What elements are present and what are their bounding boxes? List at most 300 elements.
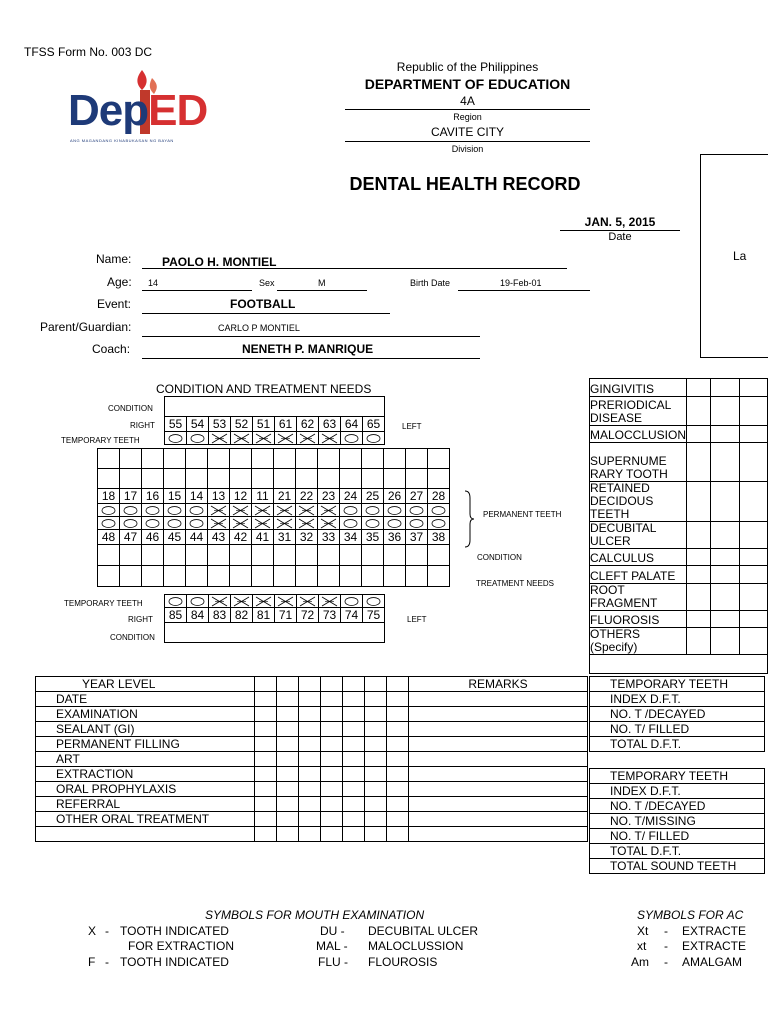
year-cell[interactable]	[277, 782, 299, 797]
condition-check-cell[interactable]	[740, 584, 768, 611]
tooth-extraction-mark[interactable]	[230, 517, 252, 530]
tooth-number-43: 43	[208, 530, 230, 545]
remarks-cell[interactable]	[409, 707, 588, 722]
year-cell[interactable]	[343, 782, 365, 797]
year-cell[interactable]	[387, 722, 409, 737]
condition-cell[interactable]	[318, 469, 340, 489]
tooth-sound-mark[interactable]	[165, 595, 187, 608]
tooth-number-65: 65	[363, 417, 385, 432]
condition-cell[interactable]	[252, 545, 274, 566]
tooth-sound-mark[interactable]	[384, 517, 406, 530]
tooth-number-82: 82	[231, 608, 253, 623]
tooth-sound-mark[interactable]	[142, 504, 164, 517]
tooth-extraction-mark[interactable]	[318, 517, 340, 530]
left-label-bottom: LEFT	[407, 615, 427, 624]
treatment-cell[interactable]	[120, 449, 142, 469]
condition-check-cell[interactable]	[711, 443, 740, 482]
condition-check-cell[interactable]	[687, 379, 711, 397]
perm-index-table	[589, 768, 765, 874]
condition-cell[interactable]	[340, 469, 362, 489]
remarks-cell[interactable]	[409, 827, 588, 842]
treatment-cell[interactable]	[384, 449, 406, 469]
symbols-right-title: SYMBOLS FOR AC	[637, 908, 744, 922]
treatment-cell[interactable]	[340, 566, 362, 587]
treatment-cell[interactable]	[142, 566, 164, 587]
treatment-cell[interactable]	[98, 566, 120, 587]
condition-check-cell[interactable]	[740, 379, 768, 397]
year-cell[interactable]	[387, 767, 409, 782]
tooth-extraction-mark[interactable]	[318, 504, 340, 517]
remarks-cell[interactable]	[409, 692, 588, 707]
year-cell[interactable]	[299, 827, 321, 842]
year-cell[interactable]	[255, 782, 277, 797]
treatment-cell[interactable]	[252, 449, 274, 469]
year-cell[interactable]	[343, 677, 365, 692]
condition-cell[interactable]	[384, 469, 406, 489]
condition-cell[interactable]	[120, 469, 142, 489]
symbol-desc: EXTRACTE	[682, 924, 747, 938]
year-cell[interactable]	[277, 767, 299, 782]
tooth-extraction-mark[interactable]	[274, 504, 296, 517]
condition-cell[interactable]	[428, 545, 450, 566]
tooth-extraction-mark[interactable]	[231, 432, 253, 445]
index-label: NO. T/MISSING	[590, 814, 765, 829]
treatment-cell[interactable]	[318, 566, 340, 587]
tooth-extraction-mark[interactable]	[209, 432, 231, 445]
right-label-bottom: RIGHT	[128, 615, 153, 624]
tooth-sound-mark[interactable]	[341, 432, 363, 445]
treatment-cell[interactable]	[406, 566, 428, 587]
condition-check-cell[interactable]	[711, 549, 740, 566]
year-cell[interactable]	[321, 767, 343, 782]
condition-check-cell[interactable]	[740, 426, 768, 443]
tooth-sound-mark[interactable]	[340, 504, 362, 517]
year-cell[interactable]	[321, 692, 343, 707]
tooth-number-62: 62	[297, 417, 319, 432]
remarks-cell[interactable]	[409, 767, 588, 782]
temporary-teeth-label-top: TEMPORARY TEETH	[61, 436, 140, 445]
treatment-cell[interactable]	[98, 449, 120, 469]
year-cell[interactable]	[343, 707, 365, 722]
condition-check-cell[interactable]	[711, 482, 740, 522]
tooth-number-38: 38	[428, 530, 450, 545]
index-label: INDEX D.F.T.	[590, 784, 765, 799]
treatment-cell[interactable]	[362, 449, 384, 469]
condition-check-cell[interactable]	[687, 426, 711, 443]
upper-temporary-teeth	[164, 396, 385, 445]
condition-cell[interactable]	[252, 469, 274, 489]
tooth-extraction-mark[interactable]	[296, 517, 318, 530]
tooth-number-27: 27	[406, 489, 428, 504]
condition-check-cell[interactable]	[711, 584, 740, 611]
tooth-extraction-mark[interactable]	[297, 432, 319, 445]
remarks-cell[interactable]	[409, 752, 588, 767]
year-cell[interactable]	[255, 752, 277, 767]
remarks-cell[interactable]	[409, 722, 588, 737]
treatment-cell[interactable]	[142, 449, 164, 469]
condition-check-cell[interactable]	[687, 522, 711, 549]
condition-check-cell[interactable]	[740, 611, 768, 628]
year-cell[interactable]	[299, 737, 321, 752]
condition-check-cell[interactable]	[740, 397, 768, 426]
symbol-dash: -	[664, 939, 668, 953]
year-cell[interactable]	[299, 812, 321, 827]
tooth-number-12: 12	[230, 489, 252, 504]
condition-check-cell[interactable]	[687, 549, 711, 566]
condition-cell[interactable]	[384, 545, 406, 566]
tooth-extraction-mark[interactable]	[230, 504, 252, 517]
treatment-cell[interactable]	[428, 449, 450, 469]
age-value: 14	[148, 278, 159, 288]
condition-cell[interactable]	[428, 469, 450, 489]
remarks-cell[interactable]	[409, 812, 588, 827]
treatment-cell[interactable]	[164, 566, 186, 587]
tooth-extraction-mark[interactable]	[208, 517, 230, 530]
treatment-cell[interactable]	[120, 566, 142, 587]
year-cell[interactable]	[343, 737, 365, 752]
treatment-cell[interactable]	[296, 449, 318, 469]
tooth-sound-mark[interactable]	[142, 517, 164, 530]
date-value: JAN. 5, 2015	[584, 215, 656, 229]
condition-cell[interactable]	[186, 469, 208, 489]
year-cell[interactable]	[277, 812, 299, 827]
lower-temp-condition-cells[interactable]	[165, 623, 385, 643]
tooth-extraction-mark[interactable]	[297, 595, 319, 608]
year-cell[interactable]	[321, 707, 343, 722]
index-label: TOTAL D.F.T.	[590, 844, 765, 859]
tooth-extraction-mark[interactable]	[252, 504, 274, 517]
condition-cell[interactable]	[274, 545, 296, 566]
year-cell[interactable]	[387, 812, 409, 827]
symbol-code: DU -	[320, 924, 345, 938]
year-cell[interactable]	[277, 737, 299, 752]
tooth-sound-mark[interactable]	[120, 517, 142, 530]
tooth-extraction-mark[interactable]	[319, 595, 341, 608]
tooth-sound-mark[interactable]	[187, 432, 209, 445]
year-cell[interactable]	[343, 722, 365, 737]
tooth-extraction-mark[interactable]	[208, 504, 230, 517]
condition-cell[interactable]	[164, 469, 186, 489]
tooth-sound-mark[interactable]	[120, 504, 142, 517]
year-cell[interactable]	[343, 752, 365, 767]
tooth-number-42: 42	[230, 530, 252, 545]
year-cell[interactable]	[255, 737, 277, 752]
treatment-cell[interactable]	[208, 566, 230, 587]
year-cell[interactable]	[365, 752, 387, 767]
condition-cell[interactable]	[362, 469, 384, 489]
year-cell[interactable]	[387, 692, 409, 707]
tooth-number-22: 22	[296, 489, 318, 504]
year-cell[interactable]	[277, 827, 299, 842]
condition-check-cell[interactable]	[687, 397, 711, 426]
symbol-dash: -	[664, 924, 668, 938]
year-cell[interactable]	[321, 677, 343, 692]
tooth-sound-mark[interactable]	[186, 504, 208, 517]
condition-cell[interactable]	[164, 545, 186, 566]
year-cell[interactable]	[277, 677, 299, 692]
year-cell[interactable]	[365, 677, 387, 692]
upper-temp-condition-cells[interactable]	[165, 397, 385, 417]
tooth-sound-mark[interactable]	[164, 504, 186, 517]
condition-cell[interactable]	[340, 545, 362, 566]
tooth-extraction-mark[interactable]	[319, 432, 341, 445]
year-cell[interactable]	[365, 812, 387, 827]
condition-check-cell[interactable]	[711, 397, 740, 426]
remarks-cell[interactable]	[409, 737, 588, 752]
remarks-cell[interactable]	[409, 797, 588, 812]
condition-check-cell[interactable]	[711, 379, 740, 397]
tooth-extraction-mark[interactable]	[253, 595, 275, 608]
tooth-extraction-mark[interactable]	[253, 432, 275, 445]
year-row-label: ORAL PROPHYLAXIS	[36, 782, 255, 797]
condition-cell[interactable]	[230, 469, 252, 489]
tooth-extraction-mark[interactable]	[231, 595, 253, 608]
sex-label: Sex	[259, 278, 275, 288]
condition-cell[interactable]	[186, 545, 208, 566]
year-row-label: OTHER ORAL TREATMENT	[36, 812, 255, 827]
condition-item: PRERIODICAL DISEASE	[590, 397, 687, 426]
year-cell[interactable]	[343, 797, 365, 812]
tooth-number-16: 16	[142, 489, 164, 504]
chart-heading: CONDITION AND TREATMENT NEEDS	[156, 382, 372, 396]
symbol-desc: MALOCLUSSION	[368, 939, 464, 953]
year-cell[interactable]	[299, 692, 321, 707]
tooth-extraction-mark[interactable]	[275, 595, 297, 608]
year-cell[interactable]	[277, 692, 299, 707]
event-value: FOOTBALL	[230, 297, 296, 311]
symbol-desc: TOOTH INDICATED	[120, 924, 229, 938]
year-cell[interactable]	[343, 767, 365, 782]
treatment-cell[interactable]	[252, 566, 274, 587]
year-cell[interactable]	[321, 737, 343, 752]
tooth-number-81: 81	[253, 608, 275, 623]
tooth-sound-mark[interactable]	[362, 504, 384, 517]
tooth-sound-mark[interactable]	[384, 504, 406, 517]
treatment-cell[interactable]	[230, 566, 252, 587]
condition-item: CALCULUS	[590, 549, 687, 566]
year-cell[interactable]	[387, 827, 409, 842]
condition-check-cell[interactable]	[740, 566, 768, 584]
treatment-cell[interactable]	[208, 449, 230, 469]
condition-cell[interactable]	[142, 545, 164, 566]
tooth-number-32: 32	[296, 530, 318, 545]
year-row-label: SEALANT (GI)	[36, 722, 255, 737]
condition-check-cell[interactable]	[740, 549, 768, 566]
year-cell[interactable]	[255, 677, 277, 692]
condition-check-cell[interactable]	[740, 628, 768, 655]
tooth-number-52: 52	[231, 417, 253, 432]
year-cell[interactable]	[277, 722, 299, 737]
year-cell[interactable]	[299, 722, 321, 737]
year-cell[interactable]	[365, 782, 387, 797]
brace-icon	[463, 490, 475, 548]
year-cell[interactable]	[255, 722, 277, 737]
year-cell[interactable]	[387, 782, 409, 797]
year-cell[interactable]	[321, 752, 343, 767]
condition-cell[interactable]	[406, 469, 428, 489]
year-cell[interactable]	[365, 827, 387, 842]
treatment-cell[interactable]	[384, 566, 406, 587]
treatment-cell[interactable]	[428, 566, 450, 587]
condition-cell[interactable]	[406, 545, 428, 566]
condition-cell[interactable]	[208, 469, 230, 489]
tooth-sound-mark[interactable]	[341, 595, 363, 608]
condition-check-cell[interactable]	[687, 611, 711, 628]
tooth-sound-mark[interactable]	[98, 504, 120, 517]
year-cell[interactable]	[365, 722, 387, 737]
treatment-cell[interactable]	[340, 449, 362, 469]
condition-cell[interactable]	[296, 469, 318, 489]
symbol-desc: FOR EXTRACTION	[128, 939, 235, 953]
condition-check-cell[interactable]	[740, 482, 768, 522]
tooth-sound-mark[interactable]	[164, 517, 186, 530]
logo-tagline: ANG MAGANDANG KINABUKASAN NG BAYAN	[70, 138, 174, 143]
symbols-title: SYMBOLS FOR MOUTH EXAMINATION	[205, 908, 425, 922]
year-cell[interactable]	[365, 692, 387, 707]
condition-cell[interactable]	[98, 545, 120, 566]
year-cell[interactable]	[299, 707, 321, 722]
condition-check-cell[interactable]	[711, 628, 740, 655]
treatment-cell[interactable]	[230, 449, 252, 469]
year-cell[interactable]	[299, 677, 321, 692]
republic-text: Republic of the Philippines	[396, 60, 539, 74]
tooth-number-55: 55	[165, 417, 187, 432]
tooth-number-85: 85	[165, 608, 187, 623]
year-cell[interactable]	[321, 797, 343, 812]
year-cell[interactable]	[343, 692, 365, 707]
year-cell[interactable]	[299, 797, 321, 812]
condition-check-cell[interactable]	[740, 443, 768, 482]
condition-check-cell[interactable]	[711, 426, 740, 443]
year-cell[interactable]	[343, 812, 365, 827]
tooth-sound-mark[interactable]	[406, 517, 428, 530]
condition-cell[interactable]	[274, 469, 296, 489]
year-cell[interactable]	[277, 752, 299, 767]
tooth-number-24: 24	[340, 489, 362, 504]
year-cell[interactable]	[387, 677, 409, 692]
tooth-sound-mark[interactable]	[363, 432, 385, 445]
tooth-sound-mark[interactable]	[187, 595, 209, 608]
year-cell[interactable]	[343, 827, 365, 842]
tooth-sound-mark[interactable]	[406, 504, 428, 517]
year-cell[interactable]	[299, 752, 321, 767]
tooth-number-33: 33	[318, 530, 340, 545]
condition-check-cell[interactable]	[687, 584, 711, 611]
index-label: NO. T /DECAYED	[590, 707, 765, 722]
index-label: TOTAL SOUND TEETH	[590, 859, 765, 874]
year-row-label	[36, 827, 255, 842]
year-cell[interactable]	[277, 797, 299, 812]
tooth-sound-mark[interactable]	[186, 517, 208, 530]
year-cell[interactable]	[255, 707, 277, 722]
condition-check-cell[interactable]	[687, 628, 711, 655]
year-cell[interactable]	[277, 707, 299, 722]
year-cell[interactable]	[387, 752, 409, 767]
condition-cell[interactable]	[208, 545, 230, 566]
treatment-cell[interactable]	[318, 449, 340, 469]
tooth-extraction-mark[interactable]	[252, 517, 274, 530]
tooth-sound-mark[interactable]	[363, 595, 385, 608]
year-cell[interactable]	[387, 707, 409, 722]
tooth-sound-mark[interactable]	[340, 517, 362, 530]
treatment-cell[interactable]	[186, 449, 208, 469]
tooth-extraction-mark[interactable]	[296, 504, 318, 517]
condition-check-cell[interactable]	[687, 443, 711, 482]
treatment-cell[interactable]	[362, 566, 384, 587]
condition-check-cell[interactable]	[711, 566, 740, 584]
tooth-extraction-mark[interactable]	[274, 517, 296, 530]
condition-check-cell[interactable]	[711, 522, 740, 549]
photo-box-text: La	[733, 249, 747, 263]
tooth-number-25: 25	[362, 489, 384, 504]
year-cell[interactable]	[365, 707, 387, 722]
condition-cell[interactable]	[318, 545, 340, 566]
year-cell[interactable]	[365, 737, 387, 752]
parent-value: CARLO P MONTIEL	[218, 323, 300, 333]
condition-check-cell[interactable]	[687, 482, 711, 522]
year-cell[interactable]	[255, 767, 277, 782]
year-cell[interactable]	[299, 767, 321, 782]
year-cell[interactable]	[255, 797, 277, 812]
year-cell[interactable]	[255, 692, 277, 707]
treatment-cell[interactable]	[296, 566, 318, 587]
treatment-cell[interactable]	[164, 449, 186, 469]
condition-cell[interactable]	[98, 469, 120, 489]
treatment-cell[interactable]	[274, 566, 296, 587]
treatment-cell[interactable]	[274, 449, 296, 469]
symbol-code: MAL -	[316, 939, 348, 953]
condition-check-cell[interactable]	[687, 566, 711, 584]
year-cell[interactable]	[365, 767, 387, 782]
year-cell[interactable]	[321, 812, 343, 827]
year-cell[interactable]	[365, 797, 387, 812]
year-cell[interactable]	[321, 827, 343, 842]
deped-logo	[68, 68, 248, 152]
year-cell[interactable]	[321, 722, 343, 737]
tooth-sound-mark[interactable]	[428, 504, 450, 517]
year-cell[interactable]	[387, 737, 409, 752]
age-label: Age:	[107, 275, 132, 289]
condition-check-cell[interactable]	[711, 611, 740, 628]
year-cell[interactable]	[255, 812, 277, 827]
condition-item: SUPERNUME RARY TOOTH	[590, 443, 687, 482]
condition-blank-row[interactable]	[590, 655, 768, 674]
condition-cell[interactable]	[230, 545, 252, 566]
treatment-cell[interactable]	[406, 449, 428, 469]
treatment-cell[interactable]	[186, 566, 208, 587]
year-cell[interactable]	[387, 797, 409, 812]
condition-cell[interactable]	[120, 545, 142, 566]
condition-cell[interactable]	[362, 545, 384, 566]
year-cell[interactable]	[255, 827, 277, 842]
year-cell[interactable]	[321, 782, 343, 797]
tooth-sound-mark[interactable]	[98, 517, 120, 530]
condition-cell[interactable]	[296, 545, 318, 566]
condition-check-cell[interactable]	[740, 522, 768, 549]
year-cell[interactable]	[299, 782, 321, 797]
tooth-sound-mark[interactable]	[165, 432, 187, 445]
tooth-extraction-mark[interactable]	[275, 432, 297, 445]
condition-cell[interactable]	[142, 469, 164, 489]
temp-index-table	[589, 676, 765, 752]
remarks-cell[interactable]	[409, 782, 588, 797]
index-label: TEMPORARY TEETH	[590, 769, 765, 784]
birth-value: 19-Feb-01	[500, 278, 542, 288]
tooth-sound-mark[interactable]	[428, 517, 450, 530]
symbol-desc: TOOTH INDICATED	[120, 955, 229, 969]
tooth-extraction-mark[interactable]	[209, 595, 231, 608]
tooth-sound-mark[interactable]	[362, 517, 384, 530]
